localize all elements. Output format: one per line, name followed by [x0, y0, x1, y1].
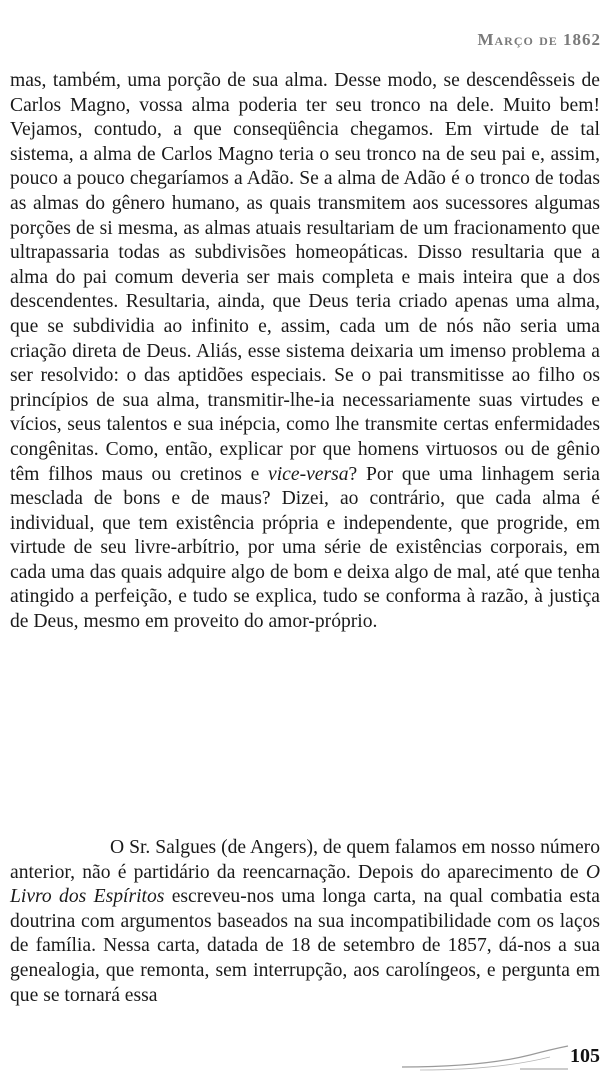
running-header: Março de 1862	[477, 30, 601, 49]
page-number: 105	[570, 1045, 600, 1067]
paragraph-text: ? Por que uma linhagem seria mesclada de bons e de maus? Dizei, ao contrário, que cada alma é individual, que tem existência própria e independente, que progride, em virtude de seu livre-arbítrio, por uma série de existências corporais, em cada uma das quais adquire algo de bom e deixa algo de mal, até que tenha atingido a perfeição, e tudo se explica, tudo se conforma à razão, à justiça de Deus, mesmo em proveito do amor-próprio.	[10, 463, 600, 633]
body-paragraph	[10, 836, 600, 1008]
book-title: O Livro dos Espíritos	[10, 861, 600, 908]
paragraph-text: mas, também, uma porção de sua alma. Desse modo, se descendêsseis de Carlos Magno, vossa alma poderia ter seu tronco na dele. Muito bem! Vejamos, contudo, a que conseqüência chegamos. Em virtude de tal sistema, a alma de Carlos Magno teria o seu tronco na de seu pai e, assim, pouco a pouco chegaríamos a Adão. Se a alma de Adão é o tronco de todas as almas do gênero humano, as quais transmitem aos sucessores algumas porções de si mesma, as almas atuais resultariam de um fracionamento que ultrapassaria todas as subdivisões homeopáticas. Disso resultaria que a alma do pai comum deveria ser mais completa e mais inteira que a dos descendentes. Resultaria, ainda, que Deus teria criado apenas uma alma, que se subdividia ao infinito e, assim, cada um de nós não seria uma criação direta de Deus. Aliás, esse sistema deixaria um imenso problema a ser resolvido: o das aptidões especiais. Se o pai transmitisse ao filho os princípios de sua alma, transmitir-lhe-ia necessariamente suas virtudes e vícios, seus talentos e sua inépcia, como lhe transmite certas enfermidades congênitas. Como, então, explicar por que homens virtuosos ou de gênio têm filhos maus ou cretinos e	[10, 70, 600, 485]
body-paragraph	[10, 69, 600, 635]
paragraph-text: escreveu-nos uma longa carta, na qual combatia esta doutrina com argumentos baseados na sua incompatibilidade com os laços de família. Nessa carta, datada de 18 de setembro de 1857, dá-nos a sua genealogia, que remonta, sem interrupção, aos carolíngeos, e pergunta em que se tornará essa	[10, 886, 600, 1006]
footer-ornament	[400, 1043, 570, 1073]
paragraph-text: O Sr. Salgues (de Angers), de quem falamos em nosso número anterior, não é partidário da reencarnação. Depois do aparecimento de	[10, 837, 600, 883]
italic-term: vice-versa	[268, 463, 349, 485]
